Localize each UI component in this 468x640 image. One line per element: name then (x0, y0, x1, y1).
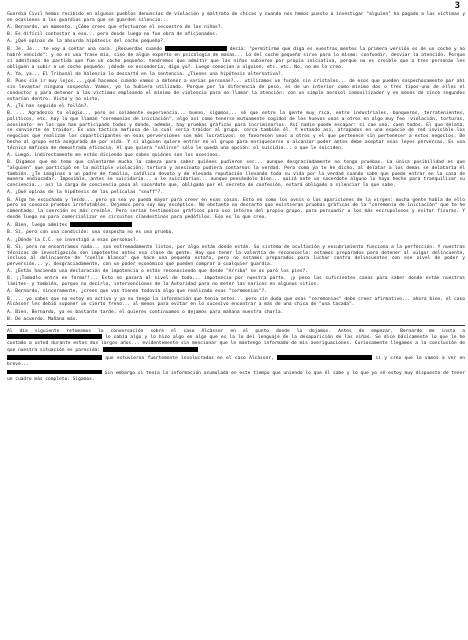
redaction-bar (7, 355, 102, 360)
transcript-paragraph (7, 269, 465, 275)
text-segment: B. Je. Je... te voy a contar una cosa. ¿Recuerdas cuando (7, 47, 165, 53)
redaction-bar (277, 355, 372, 360)
transcript-paragraph (7, 46, 465, 70)
text-segment: decía: "permitirme que diga es vuestras mentes la primera versión es de un coche y no habré vencido": y no es una frase mía, sino de algún experto en psicología de masas... Lo del coche pequeño sirve para lo mismo: confundir, desviar la atención. Porque si admitimos de partida que fue un coche pequeño, tendremos que admitir que las niñas subieron por propia iniciativa, porque no es creíble que a tres personas les obliguen a subir a un coche pequeño: ¡dónde se escondería, digo yo?. Luego conocían a alguien, etc. etc. No, no me lo creo. (7, 47, 465, 71)
text-segment: B. Es difícil contestar a eso... pero desde luego no fue obra de aficionados. (7, 32, 218, 38)
text-segment: A. ¿Tú has seguido el follón?. (7, 103, 90, 109)
transcript-paragraph (7, 222, 465, 229)
page-number: 3 (454, 1, 460, 11)
text-segment: A. Luego, indirectamente me estás diciendo que sabes quiénes son los asesinos. (7, 152, 221, 158)
transcript-paragraph (7, 39, 465, 45)
text-segment: B. Sí, pero no encontramos nada... son extremadamente listos, por algo están donde están. Su sistema de ocultación y encubrimiento funciona a la perfección. Y nuestras técnicas de investigación son impotentes antes esa clase de gente. Hay que tener la valentía de reconocerlo: estamos preparados para detener al vulgar delincuente, incluso al delincuente de "cuello blanco" que hace una pequeña estafa, pero no estamos preparados para luchar contra delincuentes con ese nivel de poder y perversión... y, desgraciadamente, con un poder económico que pueden comprar a cualquier guardia. (7, 244, 465, 268)
transcript-paragraph (7, 160, 465, 189)
text-segment: B. ... Agradezco tu elogio... pero es solamente experiencia... bueno, sigamos... sé que entre la gente muy rica, entre industriales, banqueros, terratenientes, políticos, etc. hay lo que llaman "ceremonias de iniciación", algo así como tenerse mutuamente cogidos de los huevos unos a otros en algo muy feo -violación, torturas, asesinato- en los que han participado todos y donde, además, hay pruebas gráficas para incriminarlos. Así nadie puede escapar: si cae uno, caen todos. El que delata, se convierte en traidor. Es una táctica mafiosa de la cual sería traidor al grupo, cerca también él. Y estando así, atrapados en una especie de red invisible los negocios que realizan los copartícipantes en esas perversiones son más lucrativos: se favorecen unos a otros y el que pertenece sin pertenecer a estos negocios. De hecho al grupo está asegurado de por vida. Y si alguien quiere entrar en el grupo para enriquecerse o alcanzar poder antes debe aceptar esas leyes perversas. Es una técnica mafiosa de demostrada eficacia. Al que quiera "salirse" sólo le queda una opción: el suicidio... o que le suiciden. (7, 111, 465, 151)
text-segment: A. ¿Qué opinas de la absurda hipótesis del coche pequeño?. (7, 39, 166, 45)
narrative-paragraph (7, 370, 465, 383)
text-segment: A. ¿Dónde la C.C. se investigó a esas personas?. (7, 237, 139, 243)
text-segment: A. Bernardo, sinceramente, ¿crees que vas tienen todavía algo que realizado esas "ceremonias"?. (7, 289, 267, 295)
text-segment: B. Digamos que me temo que calentarme mucho la cabeza para saber quiénes pudieron ser... aunque desgraciadamente no tengo pruebas. La única posibilidad es que "alguien" que participó en la múltiple violación, tortura y asesinato pudiera contarnos la verdad. Pero como ya te he dicho, al delatar a los demás se delataría él también. ¿Te imaginas a un padre de familia, católico devoto y de elevada reputación llevando toda su vida por la verdad cuando sabe que puede entrar en la casa de manera endiosada?. Imposible, antes se suicidaría... o le suicidarían... aunque pensándolo bien... quizá ante un sacerdote alguno lo haya hecho para tranquilizar su conciencia... así la carga de conciencia pasa al sacerdote que, obligado por el secreto de confesión, estará obligado a silenciar lo que sabe. (7, 160, 465, 189)
transcript-paragraph (7, 79, 465, 102)
text-segment: A. Ya, ya... El Tribunal de Valencia lo descartó en la sentencia. ¿Tienes una hipótesis alternativa?. (7, 72, 284, 78)
transcript-paragraph (7, 276, 465, 288)
text-segment: B. ... yo sabes que no estoy en activo y ya no tengo la información que tenía antes... pero sin duda que esas "ceremonias" debe creer afirmativo... ahora bien, el caso Alcàsser les debió suponer un cierto freno... al menos para evitar en lo sucesivo encontrar a más de una chica de "una tacada". (7, 296, 465, 308)
text-segment: A. ¿Estás haciendo una declaración de impotencia o estás reconociendo que desde "Arriba" se os paró los pies?. (7, 269, 308, 275)
transcript-paragraph (7, 12, 465, 24)
text-segment: Guardia Civil hemos recibido en algunos pueblos denuncias de violación y maltrato de chicas y cuando nos hemos puesto a investigar "alguien" ha pagado a las víctimas y en ocasiones a los guardias para que se guarden silencio... (7, 12, 465, 23)
transcript-paragraph (7, 310, 465, 316)
text-segment: Sin embargo si tenía la información acumulada en este tiempo que uniendo lo que él sabe y lo que yo sé estoy muy dispuesto de tener un cuadro más completo. Sigamos. (7, 370, 465, 382)
transcript-paragraph (7, 111, 465, 151)
text-segment: B. De acuerdo. Mañana más. (7, 316, 79, 322)
transcript-paragraph (7, 104, 465, 110)
transcript-paragraph (7, 153, 465, 159)
transcript-paragraph (7, 245, 465, 268)
text-segment: A. ¿Qué opinas de la hipótesis de las películas "snuff"?. (7, 190, 163, 196)
transcript-paragraph (7, 72, 465, 78)
redaction-bar (165, 46, 227, 51)
closing-narrative (7, 329, 465, 383)
narrative-paragraph (7, 329, 465, 355)
transcript-paragraph (7, 32, 465, 38)
text-segment: B. Sí, pero con una condición: una sospecha no es una prueba. (7, 230, 174, 236)
transcript-paragraph (7, 230, 465, 236)
transcript-paragraph (7, 190, 465, 196)
text-segment: A. Bien, luego admites (7, 223, 70, 229)
document-body (7, 12, 465, 384)
text-segment: sí y creo que lo vamos a ver en breve... (7, 356, 465, 368)
text-segment: A. Bernardo, un momento. ¿Cómo crees que efectuaron el secuestro de las niñas?. (7, 24, 224, 30)
interview-transcript (7, 12, 465, 323)
narrative-paragraph (7, 355, 465, 368)
section-divider (7, 325, 465, 326)
text-segment: lo sabía algo y lo hizo algo en algo que es la lo del lenguaje de la desaparición de las niñas. Se dice básicamente lo que le he contado a usted durante estos dos largos años... evidentemente sin mencionar que le mantengo informado de mis averiguaciones. Curiosamente llegamos a la conclusión de que nuestra situación es parecida: (7, 335, 465, 354)
text-segment: A. Bien, Bernardo, ya es bastante tarde, el quieres continuamos o dejamos para mañana nuestra charla. (7, 309, 284, 315)
redaction-bar (70, 222, 132, 227)
transcript-paragraph (7, 238, 465, 244)
text-segment: B. ¡¡Tomadlo entra en forma!!... Esto no pasará al nivel de todo... impotencia por nuestra parte. ¡y peso las suficientes canas para saber donde están nuestros límites- y también, porque no decirlo, intervenciones de la Autoridad para no meter las narices en algunos sitios. (7, 276, 465, 288)
text-segment: B. Algo he escuchado y leído... pero ya sea yo pueda mayor para creer en esas cosas. Esto en como los ovnis o las apariciones de la virgen: mucha gente habla de ello pero no conozco pruebas irrefutables. Dejemos pero soy muy escéptico. No obstante no descarto que existieran pruebas gráficas de la "ceremonia de iniciación" que te he comentado: la coerción es más creíble. Pero serían testimonios gráficos para uso interno del propio grupo, para persuadir a los más escrupulosos y evitar fisuras. Y desde luego no para comercializar en circuitos clandestinos para pedófilos. Eso es lo que creo. (7, 197, 465, 220)
transcript-paragraph (7, 297, 465, 309)
redaction-bar (7, 370, 102, 375)
text-segment: Al día siguiente retomamos la conversación sobre el caso Alcàsser en el punto donde lo dejamos. Antes de empezar, Bernardo me insta a (7, 328, 465, 334)
text-segment: B. Pues sin ir muy lejos... ¿qué hacemos cuando vamos a detener a varias personas?... utilizamos un furgón sin cristales... de esos que pueden sospechosamente por ahí sin levantar ninguna sospecha. Vamos, yo lo hubiera utilizado. Porque por la diferencia de peso, es de un interior como minimo dos o tres tipos-uno de ellos el conductor y para detener a las víctimas empleando el mínimo de violencia para no llamar la atención: con un simple aerosol inmovilizador y en menos de cinco segundos estarían dentro. Visto y no visto. (7, 79, 465, 102)
transcript-paragraph (7, 25, 465, 31)
transcript-paragraph (7, 289, 465, 295)
redaction-bar (7, 334, 102, 339)
transcript-paragraph (7, 317, 465, 323)
transcript-paragraph (7, 198, 465, 221)
text-segment: que estuvieron fuertemente involucradas en el caso Alcàsser, (102, 356, 278, 362)
redaction-bar (103, 347, 198, 352)
